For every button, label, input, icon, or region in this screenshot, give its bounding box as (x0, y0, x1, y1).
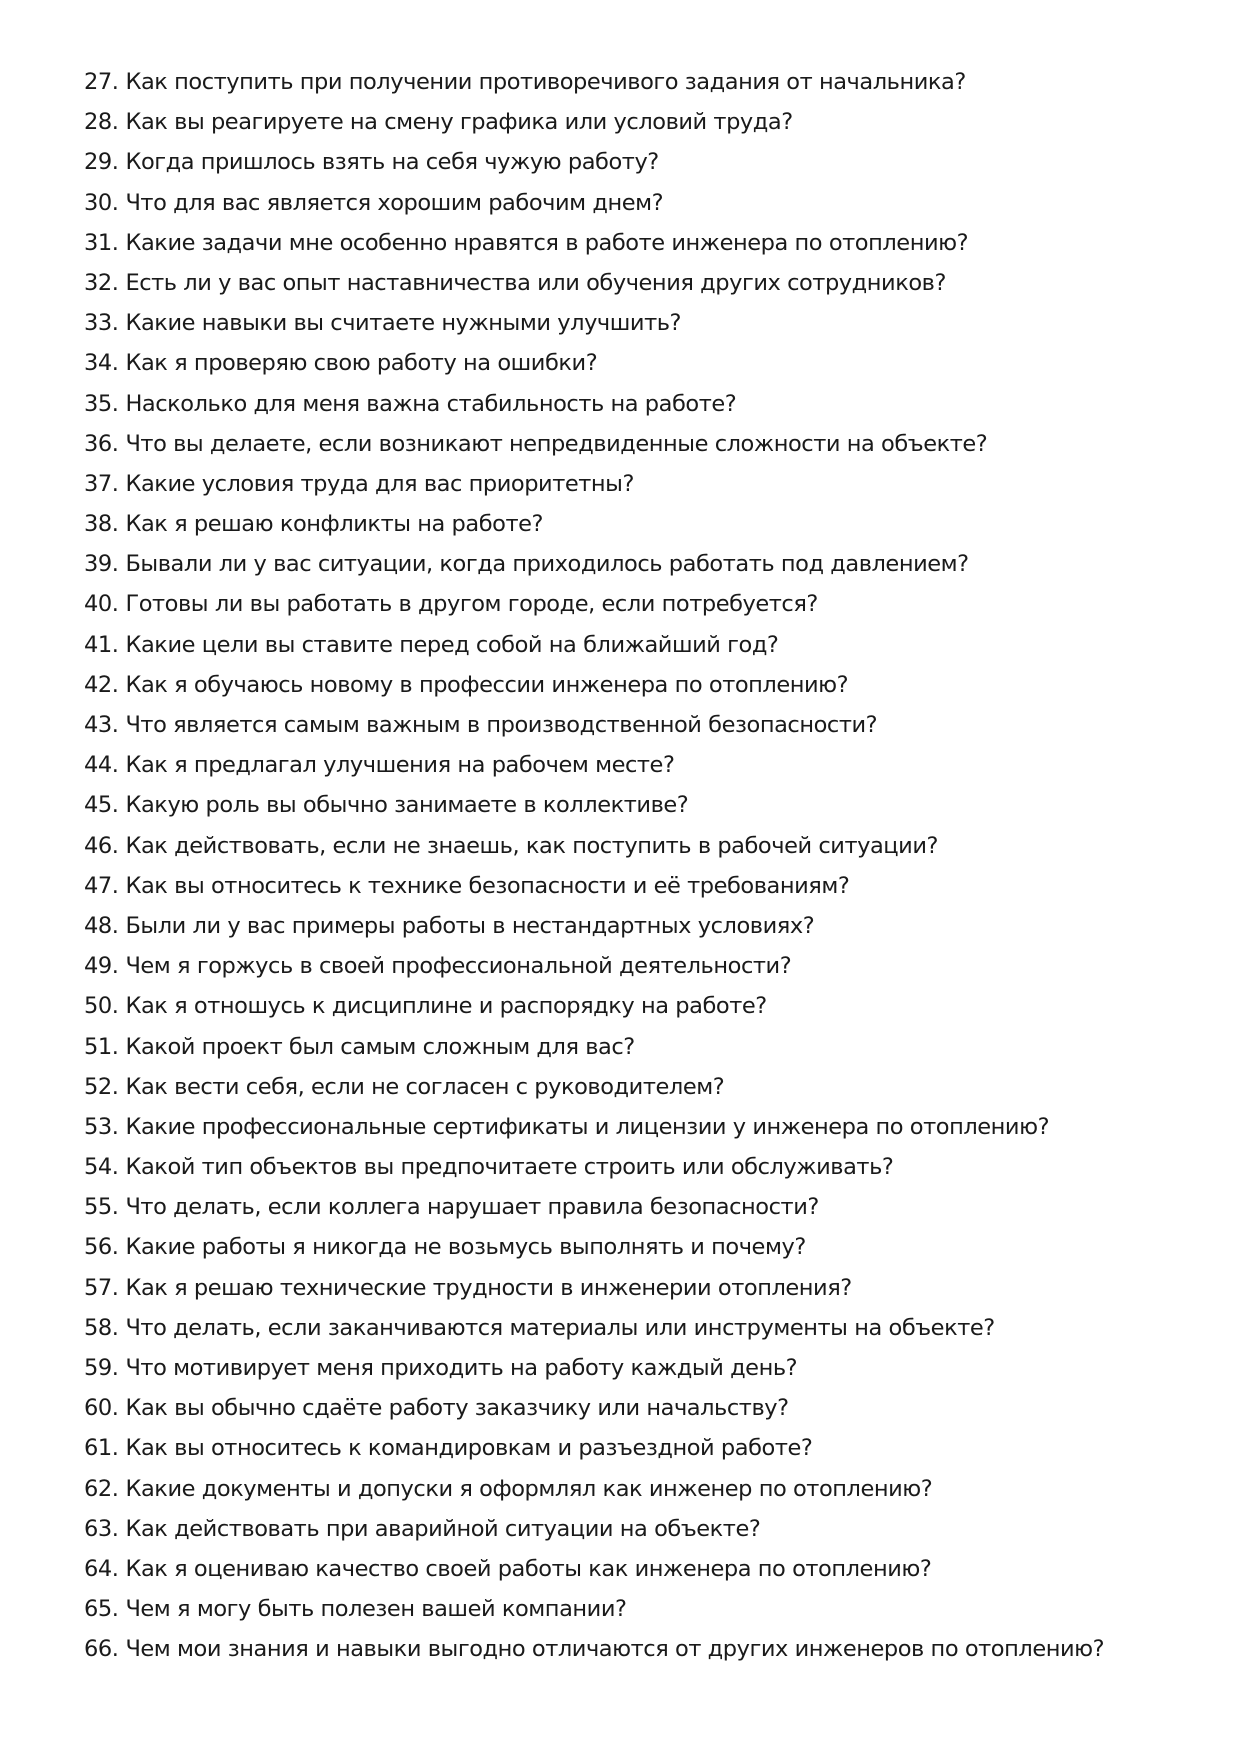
question-text: Как вы реагируете на смену графика или условий труда? (125, 109, 793, 136)
question-number: 31. (84, 229, 119, 256)
question-number: 62. (84, 1475, 119, 1502)
question-number: 55. (84, 1194, 119, 1221)
list-item (84, 1629, 1204, 1669)
list-item (84, 384, 1204, 424)
question-text: Как я оцениваю качество своей работы как инженера по отоплению? (125, 1555, 932, 1582)
question-text: Что вы делаете, если возникают непредвиденные сложности на объекте? (125, 430, 988, 457)
question-number: 28. (84, 109, 119, 136)
question-text: Какие навыки вы считаете нужными улучшить? (125, 310, 682, 337)
question-number: 40. (84, 591, 119, 618)
question-number: 29. (84, 149, 119, 176)
question-number: 35. (84, 390, 119, 417)
question-text: Насколько для меня важна стабильность на работе? (125, 390, 737, 417)
question-number: 33. (84, 310, 119, 337)
list-item (84, 1428, 1204, 1468)
list-item (84, 1227, 1204, 1267)
question-text: Как я предлагал улучшения на рабочем месте? (125, 752, 675, 779)
question-number: 65. (84, 1596, 119, 1623)
question-number: 42. (84, 671, 119, 698)
question-number: 64. (84, 1555, 119, 1582)
question-number: 60. (84, 1395, 119, 1422)
list-item (84, 745, 1204, 785)
list-item (84, 1549, 1204, 1589)
question-text: Как поступить при получении противоречивого задания от начальника? (125, 69, 966, 95)
list-item (84, 102, 1204, 142)
list-item (84, 665, 1204, 705)
question-text: Как действовать при аварийной ситуации на объекте? (125, 1515, 761, 1542)
question-number: 37. (84, 470, 119, 497)
question-number: 54. (84, 1154, 119, 1181)
list-item (84, 1147, 1204, 1187)
list-item (84, 625, 1204, 665)
question-number: 39. (84, 551, 119, 578)
question-text: Как я решаю конфликты на работе? (125, 511, 543, 538)
list-item (84, 1388, 1204, 1428)
question-number: 43. (84, 712, 119, 738)
question-text: Какие задачи мне особенно нравятся в работе инженера по отоплению? (125, 229, 969, 256)
list-item (84, 584, 1204, 624)
list-item (84, 263, 1204, 303)
list-item (84, 1348, 1204, 1388)
question-text: Что для вас является хорошим рабочим днем? (125, 189, 664, 216)
list-item (84, 705, 1204, 745)
question-number: 38. (84, 511, 119, 538)
question-text: Готовы ли вы работать в другом городе, если потребуется? (125, 591, 818, 618)
list-item (84, 223, 1204, 263)
question-number: 57. (84, 1274, 119, 1301)
question-text: Что мотивирует меня приходить на работу каждый день? (125, 1355, 798, 1381)
question-text: Чем я могу быть полезен вашей компании? (125, 1596, 627, 1623)
question-number: 45. (84, 792, 119, 819)
list-item (84, 142, 1204, 182)
question-text: Как вы относитесь к технике безопасности и её требованиям? (125, 872, 850, 899)
list-item (84, 1589, 1204, 1629)
list-item (84, 343, 1204, 383)
question-text: Какую роль вы обычно занимаете в коллективе? (125, 792, 689, 819)
list-item (84, 1308, 1204, 1348)
list-item (84, 544, 1204, 584)
question-number: 36. (84, 430, 119, 457)
question-number: 32. (84, 269, 119, 296)
question-text: Как вы обычно сдаёте работу заказчику или начальству? (125, 1395, 789, 1422)
question-text: Что является самым важным в производственной безопасности? (125, 712, 878, 738)
list-item (84, 986, 1204, 1026)
list-item (84, 946, 1204, 986)
question-number: 53. (84, 1113, 119, 1140)
list-item (84, 303, 1204, 343)
question-number: 51. (84, 1033, 119, 1060)
question-text: Какие цели вы ставите перед собой на ближайший год? (125, 631, 779, 658)
question-number: 58. (84, 1314, 119, 1341)
question-text: Какие документы и допуски я оформлял как инженер по отоплению? (125, 1475, 933, 1502)
question-number: 46. (84, 832, 119, 859)
question-text: Бывали ли у вас ситуации, когда приходилось работать под давлением? (125, 551, 969, 578)
list-item (84, 866, 1204, 906)
list-item (84, 1107, 1204, 1147)
question-text: Чем я горжусь в своей профессиональной деятельности? (125, 953, 792, 980)
question-number: 63. (84, 1515, 119, 1542)
question-text: Как действовать, если не знаешь, как поступить в рабочей ситуации? (125, 832, 939, 859)
question-number: 48. (84, 912, 119, 939)
question-number: 41. (84, 631, 119, 658)
question-text: Какие условия труда для вас приоритетны? (125, 470, 634, 497)
question-number: 49. (84, 953, 119, 980)
question-text: Как я проверяю свою работу на ошибки? (125, 350, 598, 377)
question-text: Какой тип объектов вы предпочитаете строить или обслуживать? (125, 1154, 894, 1181)
list-item (84, 62, 1204, 102)
question-number: 30. (84, 189, 119, 216)
list-item (84, 1187, 1204, 1227)
question-number: 61. (84, 1435, 119, 1462)
question-text: Что делать, если коллега нарушает правила безопасности? (125, 1194, 819, 1221)
list-item (84, 424, 1204, 464)
list-item (84, 464, 1204, 504)
question-number: 50. (84, 993, 119, 1020)
question-text: Как я решаю технические трудности в инженерии отопления? (125, 1274, 852, 1301)
list-item (84, 1509, 1204, 1549)
question-text: Были ли у вас примеры работы в нестандартных условиях? (125, 912, 815, 939)
question-number: 34. (84, 350, 119, 377)
question-text: Как вести себя, если не согласен с руководителем? (125, 1073, 725, 1100)
list-item (84, 504, 1204, 544)
question-text: Как я обучаюсь новому в профессии инженера по отоплению? (125, 671, 849, 698)
list-item (84, 1027, 1204, 1067)
question-text: Какие профессиональные сертификаты и лицензии у инженера по отоплению? (125, 1113, 1050, 1140)
question-text: Какие работы я никогда не возьмусь выполнять и почему? (125, 1234, 806, 1261)
question-number: 27. (84, 69, 119, 95)
list-item (84, 906, 1204, 946)
question-text: Есть ли у вас опыт наставничества или обучения других сотрудников? (125, 269, 946, 296)
question-text: Как вы относитесь к командировкам и разъездной работе? (125, 1435, 813, 1462)
list-item (84, 785, 1204, 825)
list-item (84, 1268, 1204, 1308)
list-item (84, 826, 1204, 866)
question-list (84, 62, 1204, 1670)
question-text: Чем мои знания и навыки выгодно отличаются от других инженеров по отоплению? (125, 1636, 1105, 1663)
question-number: 52. (84, 1073, 119, 1100)
question-number: 44. (84, 752, 119, 779)
question-text: Как я отношусь к дисциплине и распорядку на работе? (125, 993, 767, 1020)
question-number: 66. (84, 1636, 119, 1663)
question-text: Когда пришлось взять на себя чужую работу? (125, 149, 659, 176)
question-number: 56. (84, 1234, 119, 1261)
question-number: 47. (84, 872, 119, 899)
list-item (84, 183, 1204, 223)
question-number: 59. (84, 1355, 119, 1381)
question-text: Какой проект был самым сложным для вас? (125, 1033, 635, 1060)
list-item (84, 1469, 1204, 1509)
list-item (84, 1067, 1204, 1107)
question-text: Что делать, если заканчиваются материалы или инструменты на объекте? (125, 1314, 995, 1341)
